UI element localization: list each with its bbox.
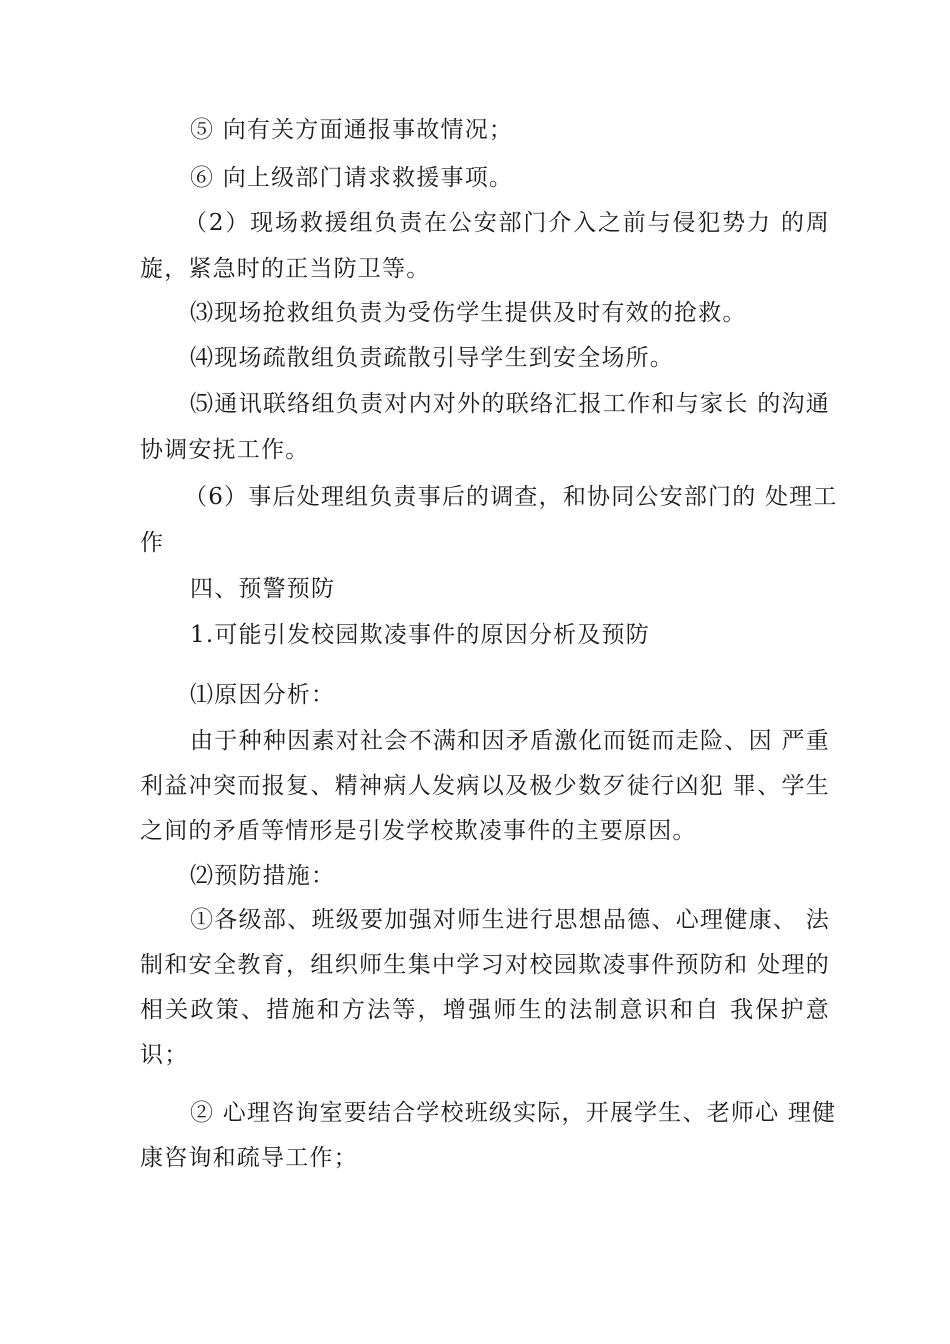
text-line: ⑷现场疏散组负责疏散引导学生到安全场所。 <box>190 345 674 371</box>
text-line: ② 心理咨询室要结合学校班级实际，开展学生、老师心 理健 <box>190 1100 837 1126</box>
text-line: ⑵预防措施： <box>190 863 336 889</box>
text-line: ⑶现场抢救组负责为受伤学生提供及时有效的抢救。 <box>190 300 747 326</box>
text-line: 旋，紧急时的正当防卫等。 <box>140 256 431 282</box>
text-line: （2）现场救援组负责在公安部门介入之前与侵犯势力 的周 <box>184 210 830 236</box>
text-line: ⑤ 向有关方面通报事故情况； <box>190 117 514 143</box>
section-heading: 四、预警预防 <box>190 576 336 602</box>
text-line: ⑴原因分析： <box>190 682 336 708</box>
text-line: 康咨询和疏导工作； <box>140 1145 358 1171</box>
text-line: 相关政策、措施和方法等，增强师生的法制意识和自 我保护意 <box>140 997 830 1023</box>
text-line: 协调安抚工作。 <box>140 437 310 463</box>
text-line: ⑸通讯联络组负责对内对外的联络汇报工作和与家长 的沟通 <box>190 391 830 417</box>
text-line: （6）事后处理组负责事后的调查，和协同公安部门的 处理工 <box>184 484 838 510</box>
text-line: 利益冲突而报复、精神病人发病以及极少数歹徒行凶犯 罪、学生 <box>140 773 830 799</box>
text-line: 制和安全教育，组织师生集中学习对校园欺凌事件预防和 处理的 <box>140 952 830 978</box>
text-line: 作 <box>140 530 165 556</box>
text-line: 之间的矛盾等情形是引发学校欺凌事件的主要原因。 <box>140 818 697 844</box>
text-line: ⑥ 向上级部门请求救援事项。 <box>190 165 514 191</box>
text-line: ①各级部、班级要加强对师生进行思想品德、心理健康、 法 <box>190 907 830 933</box>
text-line: 由于种种因素对社会不满和因矛盾激化而铤而走险、因 严重 <box>190 728 830 754</box>
text-line: 识； <box>140 1042 189 1068</box>
subsection-heading: 1.可能引发校园欺凌事件的原因分析及预防 <box>190 622 650 648</box>
